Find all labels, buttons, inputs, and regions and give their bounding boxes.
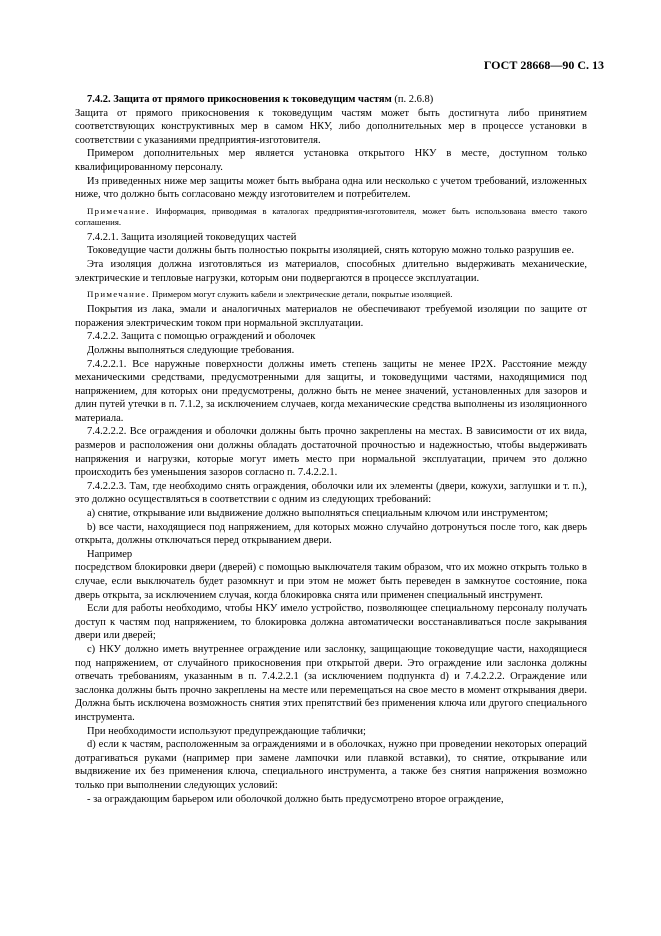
paragraph-14: посредством блокировки двери (дверей) с помощью выключателя таким образом, что их можно открыть только в случае, если выключатель будет разомкнут и при этом не может быть переведен в замкнутое состояние, пока дверь открыта, за исключением случая, когда блокировка снята или применен специальный инструмент. [75, 562, 587, 601]
paragraph-8: 7.4.2.2.1. Все наружные поверхности должны иметь степень защиты не менее IP2X. Расстояние между механическими средствами, предусмотренными для защиты, и токоведущими частями, находящимися под напряжением, для которых они предусмотрены, должно быть не менее значений, установленных для зазоров и длин путей утечки в п. 7.1.2, за исключением случаев, когда механические средства выполнены из изоляционного материала. [75, 358, 587, 424]
paragraph-11: а) снятие, открывание или выдвижение должно выполняться специальным ключом или инструментом; [87, 508, 549, 520]
paragraph-6: Покрытия из лака, эмали и аналогичных материалов не обеспечивают требуемой изоляции по защите от поражения электрическим током при нормальной эксплуатации. [75, 304, 587, 329]
paragraph-18: d) если к частям, расположенным за ограждениями и в оболочках, нужно при проведении некоторых операций дотрагиваться руками (например при замене лампочки или плавкой вставки), то снятие, открывание или выдвижение их без применения ключа, специального инструмента, а также без снятия напряжения возможно только при выполнении следующих условий: [75, 739, 587, 791]
note-2-label: Примечание. [87, 289, 150, 300]
page-header: ГОСТ 28668—90 С. 13 [483, 58, 604, 72]
paragraph-3: Из приведенных ниже мер защиты может быть выбрана одна или несколько с учетом требований, изложенных ниже, что должно быть согласовано между изготовителем и потребителем. [75, 175, 587, 201]
paragraph-16: с) НКУ должно иметь внутреннее ограждение или заслонку, защищающие токоведущие части, находящиеся под напряжением, от случайного прикосновения при открытой двери. Это ограждение или заслонка должны отвечать требованиям, указанным в п. 7.4.2.2.1 (за исключением подпункта d) и 7.4.2.2.2. Ограждение или заслонка должны быть прочно закреплены на месте или перемещаться на свое место в момент открывания двери. Должна быть исключена возможность снятия этих препятствий без применения ключа или другого специального инструмента. [75, 643, 587, 723]
paragraph-12: b) все части, находящиеся под напряжением, для которых можно случайно дотронуться после того, как дверь открыта, должны отключаться перед открыванием двери. [75, 521, 587, 547]
heading-title: Защита от прямого прикосновения к токоведущим частям [113, 94, 392, 105]
note-1 [75, 206, 587, 228]
note-2-text: Примером могут служить кабели и электрические детали, покрытые изоляцией. [149, 289, 453, 300]
note-1-label: Примечание. [87, 205, 150, 216]
heading-ref: (п. 2.6.8) [391, 94, 434, 105]
paragraph-15: Если для работы необходимо, чтобы НКУ имело устройство, позволяющее специальному персоналу получать доступ к частям под напряжением, то блокировка должна автоматически восстанавливаться после закрывания двери или дверей; [75, 603, 587, 642]
heading-number: 7.4.2. [87, 94, 111, 105]
note-2 [75, 289, 587, 300]
section-heading-7-4-2 [75, 93, 587, 107]
paragraph-1: Защита от прямого прикосновения к токоведущим частям может быть достигнута либо принятием соответствующих конструктивных мер в самом НКУ, либо дополнительных мер в процессе установки в соответствии с указаниями предприятия-изготовителя. [75, 107, 587, 146]
paragraph-9: 7.4.2.2.2. Все ограждения и оболочки должны быть прочно закреплены на местах. В зависимости от их вида, размеров и расположения они должны обладать достаточной прочностью и надежностью, чтобы выдерживать напряжения и нагрузки, которые могут иметь место при нормальной эксплуатации, причем это должно происходить без уменьшения зазоров согласно п. 7.4.2.2.1. [75, 426, 587, 479]
paragraph-10: 7.4.2.2.3. Там, где необходимо снять ограждения, оболочки или их элементы (двери, кожухи, заглушки и т. п.), это должно осуществляться в соответствии с одним из следующих требований: [75, 480, 587, 506]
paragraph-7: Должны выполняться следующие требования. [87, 344, 295, 356]
paragraph-2: Примером дополнительных мер является установка открытого НКУ в месте, доступном только квалифицированному персоналу. [75, 148, 587, 173]
paragraph-13: Например [87, 548, 133, 560]
document-body [75, 93, 587, 806]
subsection-heading-7-4-2-1: 7.4.2.1. Защита изоляцией токоведущих частей [87, 231, 297, 243]
paragraph-4: Токоведущие части должны быть полностью покрыты изоляцией, снять которую можно только разрушив ее. [87, 245, 574, 257]
paragraph-19: - за ограждающим барьером или оболочкой должно быть предусмотрено второе ограждение, [87, 793, 504, 805]
paragraph-17: При необходимости используют предупреждающие таблички; [87, 725, 366, 737]
subsection-heading-7-4-2-2: 7.4.2.2. Защита с помощью ограждений и оболочек [87, 331, 316, 343]
paragraph-5: Эта изоляция должна изготовляться из материалов, способных длительно выдерживать механические, электрические и тепловые нагрузки, которым они подвергаются в процессе эксплуатации. [75, 258, 587, 284]
note-1-text: Информация, приводимая в каталогах предприятия-изготовителя, может быть использована вместо такого соглашения. [75, 205, 587, 227]
